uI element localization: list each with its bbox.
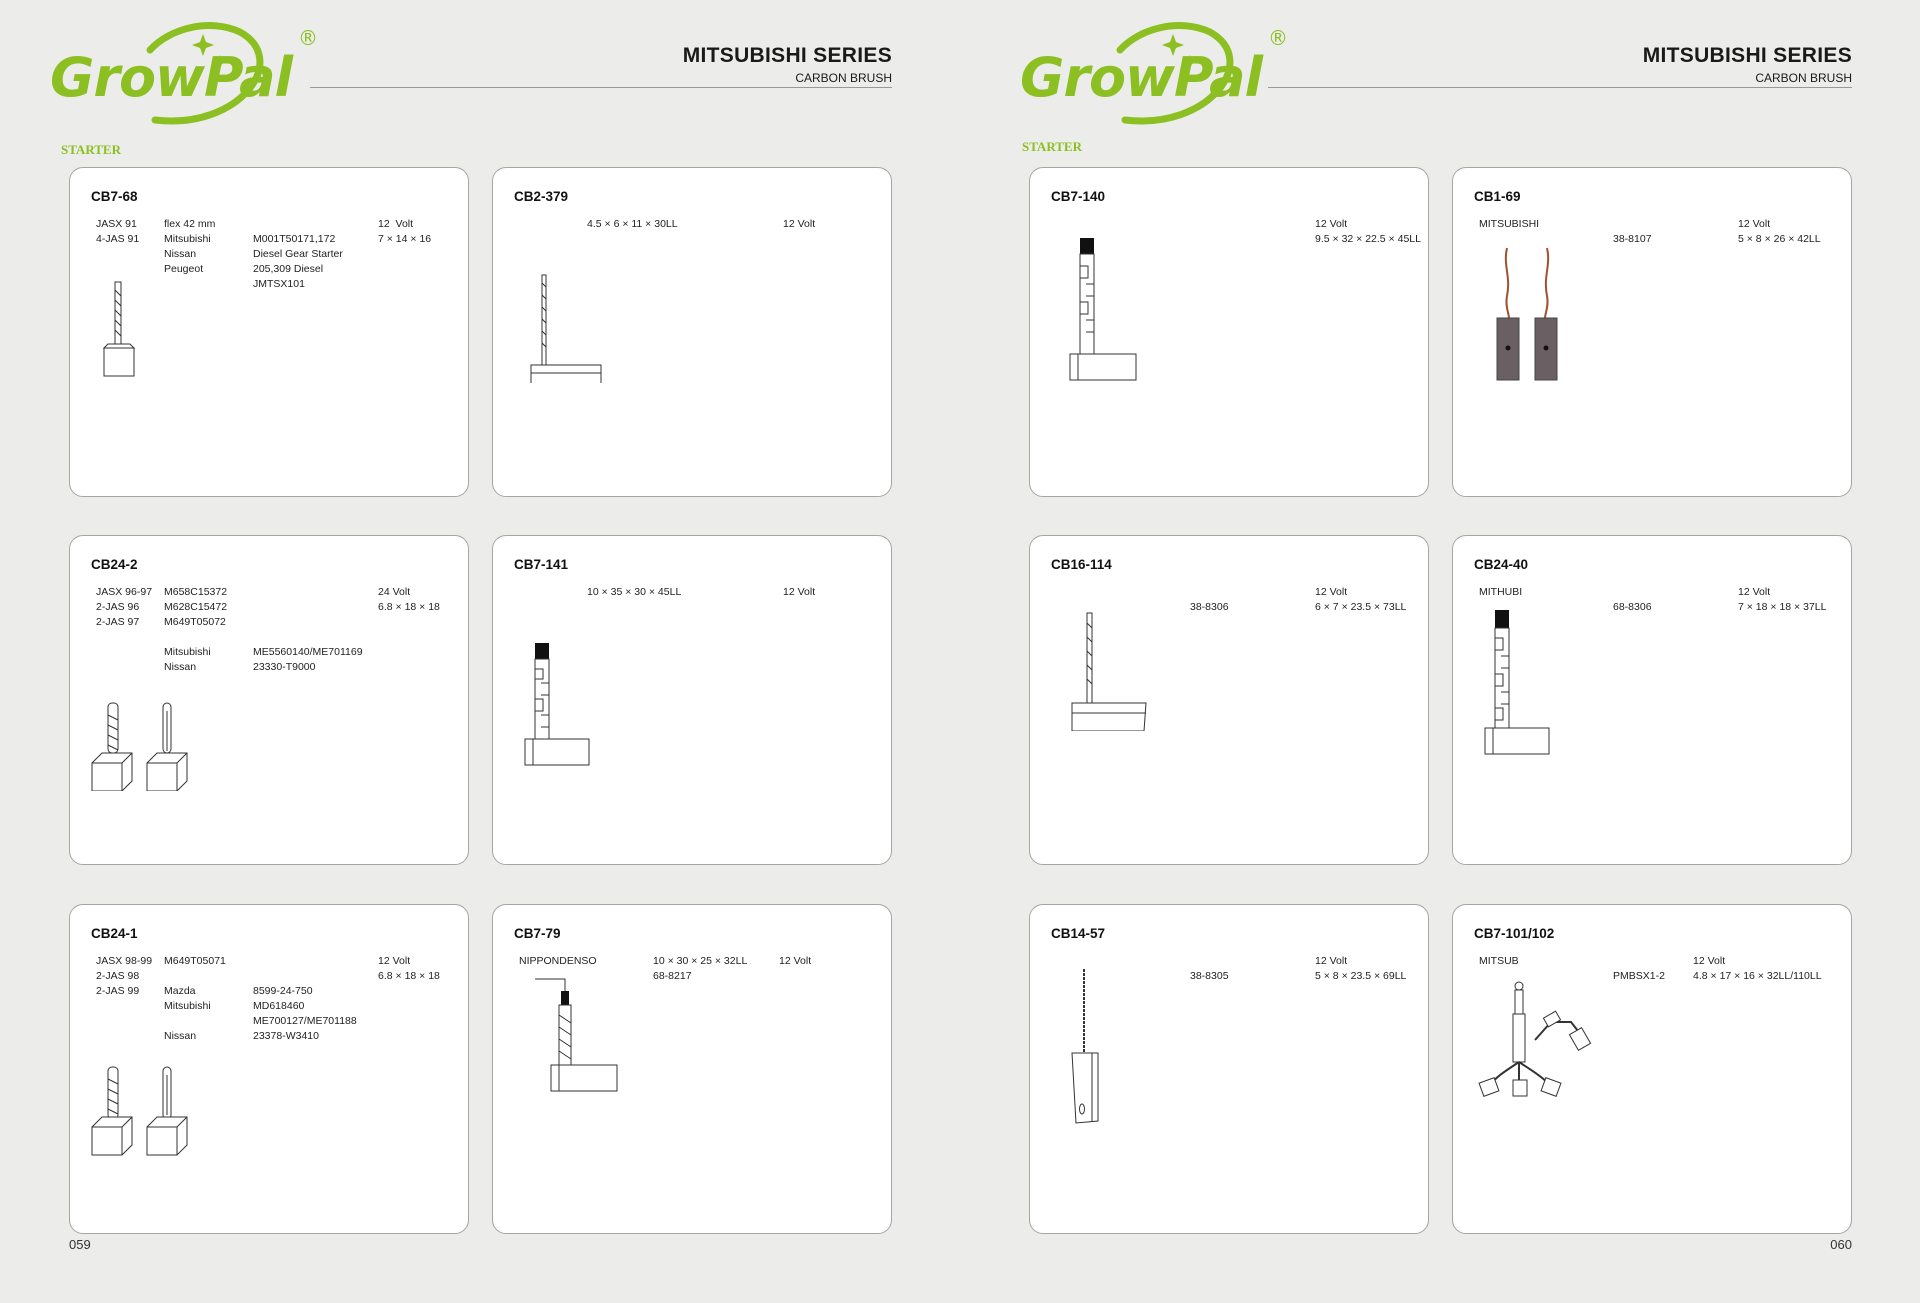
product-card bbox=[1029, 535, 1429, 865]
registered-mark: ® bbox=[298, 26, 318, 50]
carbon-brush-photo bbox=[1493, 246, 1593, 386]
series-subtitle: CARBON BRUSH bbox=[1755, 71, 1852, 85]
spec-column: 12 Volt bbox=[783, 218, 816, 230]
brand-name: GrowPal bbox=[50, 46, 293, 109]
carbon-brush-drawing bbox=[1070, 611, 1160, 731]
product-code: CB7-79 bbox=[514, 926, 561, 941]
product-card bbox=[69, 904, 469, 1234]
spec-column: 12 Volt 7 × 14 × 16 bbox=[378, 218, 432, 245]
page-number: 060 bbox=[1830, 1237, 1852, 1252]
product-code: CB16-114 bbox=[1051, 557, 1112, 572]
spec-column: 12 Volt 9.5 × 32 × 22.5 × 45LL bbox=[1315, 218, 1421, 245]
spec-column: 38-8305 bbox=[1190, 970, 1229, 982]
page-number: 059 bbox=[69, 1237, 91, 1252]
carbon-brush-assembly-drawing bbox=[1477, 980, 1607, 1120]
spec-column: M001T50171,172 Diesel Gear Starter 205,309 Diesel JMTSX101 bbox=[253, 233, 343, 290]
spec-column: MITHUBI bbox=[1479, 586, 1523, 598]
product-code: CB2-379 bbox=[514, 189, 569, 204]
spec-column: 10 × 35 × 30 × 45LL bbox=[587, 586, 682, 598]
carbon-brush-drawing bbox=[100, 280, 140, 390]
carbon-brush-drawing bbox=[533, 975, 623, 1100]
spec-column: MITSUBISHI bbox=[1479, 218, 1540, 230]
product-card bbox=[492, 167, 892, 497]
spec-column: 38-8306 bbox=[1190, 601, 1229, 613]
spec-column: 12 Volt bbox=[783, 586, 816, 598]
product-card bbox=[1029, 904, 1429, 1234]
growpal-logo bbox=[1020, 20, 1300, 130]
carbon-brush-drawing bbox=[529, 273, 609, 383]
spec-column: M649T05071 Mazda Mitsubishi Nissan bbox=[164, 955, 226, 1042]
spec-column: 12 Volt 5 × 8 × 26 × 42LL bbox=[1738, 218, 1821, 245]
series-header bbox=[683, 44, 892, 85]
spec-column: 12 Volt 6.8 × 18 × 18 bbox=[378, 955, 440, 982]
spec-column: 12 Volt 5 × 8 × 23.5 × 69LL bbox=[1315, 955, 1407, 982]
product-card bbox=[1452, 535, 1852, 865]
spec-column: 4.5 × 6 × 11 × 30LL bbox=[587, 218, 678, 230]
product-code: CB24-1 bbox=[91, 926, 138, 941]
header-divider bbox=[310, 87, 892, 88]
series-title: MITSUBISHI SERIES bbox=[1642, 44, 1852, 67]
spec-column: JASX 96-97 2-JAS 96 2-JAS 97 bbox=[96, 586, 153, 628]
spec-column: ME5560140/ME701169 23330-T9000 bbox=[253, 646, 363, 673]
product-code: CB14-57 bbox=[1051, 926, 1106, 941]
spec-column: 68-8306 bbox=[1613, 601, 1652, 613]
product-card bbox=[69, 535, 469, 865]
brand-name: GrowPal bbox=[1020, 46, 1263, 109]
spec-column: 8599-24-750 MD618460 ME700127/ME701188 23378-W3410 bbox=[253, 985, 357, 1042]
product-card bbox=[492, 535, 892, 865]
product-code: CB24-2 bbox=[91, 557, 138, 572]
spec-column: JASX 98-99 2-JAS 98 2-JAS 99 bbox=[96, 955, 153, 997]
product-card bbox=[69, 167, 469, 497]
spec-column: 12 Volt 6 × 7 × 23.5 × 73LL bbox=[1315, 586, 1407, 613]
product-card bbox=[492, 904, 892, 1234]
spec-column: 12 Volt 7 × 18 × 18 × 37LL bbox=[1738, 586, 1827, 613]
spec-column: 12 Volt 4.8 × 17 × 16 × 32LL/110LL bbox=[1693, 955, 1822, 982]
carbon-brush-drawing bbox=[523, 641, 603, 771]
series-header bbox=[1643, 44, 1852, 85]
product-code: CB7-68 bbox=[91, 189, 138, 204]
section-label: STARTER bbox=[61, 142, 121, 157]
spec-column: 12 Volt bbox=[779, 955, 812, 967]
carbon-brush-drawing bbox=[1068, 236, 1148, 386]
carbon-brush-drawing bbox=[1068, 967, 1118, 1137]
product-code: CB7-141 bbox=[514, 557, 569, 572]
header-divider bbox=[1268, 87, 1852, 88]
spec-column: 24 Volt 6.8 × 18 × 18 bbox=[378, 586, 440, 613]
spec-column: MITSUB bbox=[1479, 955, 1519, 967]
product-code: CB7-101/102 bbox=[1474, 926, 1555, 941]
spec-column: flex 42 mm Mitsubishi Nissan Peugeot bbox=[164, 218, 216, 275]
product-card bbox=[1029, 167, 1429, 497]
spec-column: NIPPONDENSO bbox=[519, 955, 597, 967]
spec-column: JASX 91 4-JAS 91 bbox=[96, 218, 140, 245]
product-card bbox=[1452, 904, 1852, 1234]
carbon-brush-drawing bbox=[1483, 608, 1563, 758]
growpal-logo bbox=[50, 20, 330, 130]
catalog-page-right bbox=[960, 0, 1920, 1303]
product-card bbox=[1452, 167, 1852, 497]
product-code: CB24-40 bbox=[1474, 557, 1529, 572]
spec-column: 10 × 30 × 25 × 32LL 68-8217 bbox=[653, 955, 748, 982]
spec-column: 38-8107 bbox=[1613, 233, 1652, 245]
registered-mark: ® bbox=[1268, 26, 1288, 50]
product-code: CB7-140 bbox=[1051, 189, 1106, 204]
product-code: CB1-69 bbox=[1474, 189, 1521, 204]
spec-column: PMBSX1-2 bbox=[1613, 970, 1665, 982]
carbon-brush-pair-drawing bbox=[90, 701, 200, 791]
carbon-brush-pair-drawing bbox=[90, 1065, 200, 1157]
series-subtitle: CARBON BRUSH bbox=[795, 71, 892, 85]
section-label: STARTER bbox=[1022, 139, 1082, 154]
spec-column: M658C15372 M628C15472 M649T05072 Mitsubishi Nissan bbox=[164, 586, 228, 673]
series-title: MITSUBISHI SERIES bbox=[682, 44, 892, 67]
